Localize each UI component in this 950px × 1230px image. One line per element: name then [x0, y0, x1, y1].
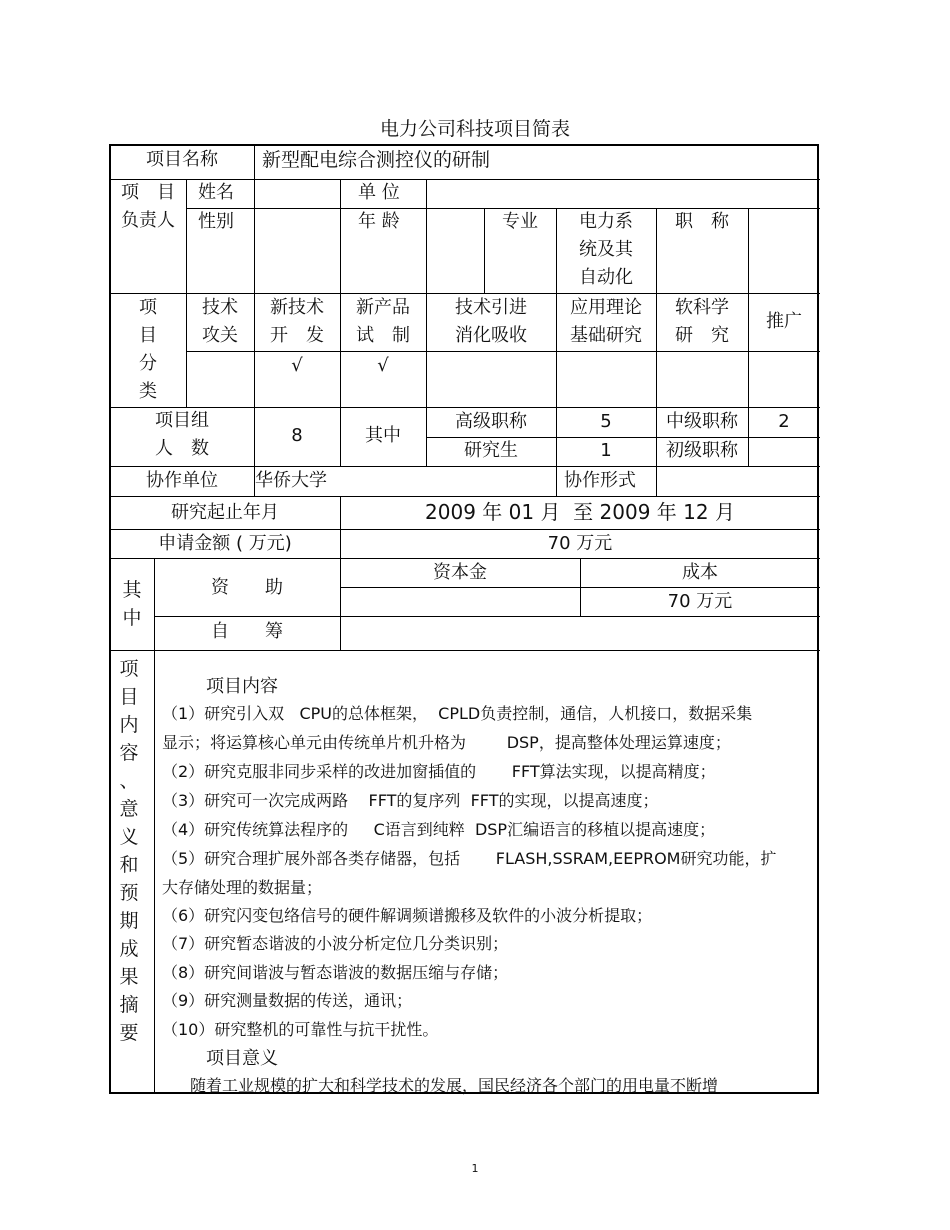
major-value-line2: 统及其 [579, 239, 633, 260]
amount-value: 70 万元 [547, 533, 613, 554]
funding-among-char: 其 [122, 579, 142, 601]
row-divider [110, 496, 820, 497]
cost-label: 成本 [682, 562, 718, 583]
category-applied-theory: 基础研究 [570, 325, 642, 346]
summary-side-char: 项 [119, 658, 139, 680]
category-tech-import: 技术引进 [455, 297, 527, 318]
summary-side-char: 义 [119, 826, 139, 848]
among-label: 其中 [365, 425, 401, 446]
category-label-char: 分 [139, 353, 157, 374]
mid-title-value: 2 [778, 411, 790, 432]
coop-form-label: 协作形式 [564, 470, 636, 491]
leader-label-line1: 项 目 [121, 182, 175, 203]
summary-side-char: 成 [119, 938, 139, 960]
category-new-product: 试 制 [356, 325, 410, 346]
coop-unit-label: 协作单位 [146, 470, 218, 491]
graduate-value: 1 [600, 440, 612, 461]
col-divider [254, 145, 255, 179]
content-line: （8）研究间谐波与暂态谐波的数据压缩与存储； [162, 963, 509, 982]
content-line: （3）研究可一次完成两路 FFT的复序列 FFT的实现，以提高速度； [162, 791, 659, 810]
content-line: （6）研究闪变包络信号的硬件解调频谱搬移及软件的小波分析提取； [162, 906, 653, 925]
category-label-char: 目 [139, 325, 157, 346]
capital-label: 资本金 [433, 562, 487, 583]
summary-side-char: 要 [119, 1022, 139, 1044]
senior-title-value: 5 [600, 411, 612, 432]
content-heading: 项目内容 [206, 676, 278, 697]
age-label: 年 龄 [358, 211, 400, 232]
project-name-label: 项目名称 [146, 149, 218, 170]
category-soft-science: 研 究 [675, 325, 729, 346]
summary-side-char: 内 [119, 714, 139, 736]
summary-side-char: 预 [119, 882, 139, 904]
category-soft-science: 软科学 [675, 297, 729, 318]
content-line: （2）研究克服非同步采样的改进加窗插值的 FFT算法实现，以提高精度； [162, 762, 716, 781]
meaning-heading: 项目意义 [206, 1048, 278, 1069]
senior-title-label: 高级职称 [455, 411, 527, 432]
coop-unit-value: 华侨大学 [255, 470, 327, 491]
summary-side-char: 、 [119, 770, 139, 792]
summary-side-char: 和 [119, 854, 139, 876]
content-line: （1）研究引入双 CPU的总体框架， CPLD负责控制，通信，人机接口，数据采集 [162, 704, 753, 723]
category-new-product: 新产品 [356, 297, 410, 318]
category-tech-tackling: 攻关 [202, 325, 238, 346]
category-applied-theory: 应用理论 [570, 297, 642, 318]
period-label: 研究起止年月 [171, 502, 279, 523]
content-line: （7）研究暂态谐波的小波分析定位几分类识别； [162, 934, 509, 953]
category-new-tech: 开 发 [270, 325, 324, 346]
cost-value: 70 万元 [667, 591, 733, 612]
summary-side-char: 果 [119, 966, 139, 988]
team-size-value: 8 [291, 425, 303, 446]
col-divider [426, 179, 427, 407]
graduate-label: 研究生 [464, 440, 518, 461]
project-name-value: 新型配电综合测控仪的研制 [262, 149, 491, 171]
major-value-line1: 电力系 [579, 211, 633, 232]
mid-title-label: 中级职称 [666, 411, 738, 432]
category-label-char: 项 [139, 297, 157, 318]
summary-side-char: 摘 [119, 994, 139, 1016]
content-line: 大存储处理的数据量； [162, 878, 323, 897]
content-line: （10）研究整机的可靠性与抗干扰性。 [162, 1020, 439, 1039]
category-promotion: 推广 [766, 311, 802, 332]
check-mark: √ [291, 355, 303, 376]
category-label-char: 类 [139, 381, 157, 402]
summary-side-char: 目 [119, 686, 139, 708]
unit-label: 单 位 [358, 182, 400, 203]
category-tech-import: 消化吸收 [455, 325, 527, 346]
period-value: 2009 年 01 月 至 2009 年 12 月 [425, 500, 735, 524]
row-divider [110, 650, 820, 651]
gender-label: 性别 [198, 211, 234, 232]
title-label: 职 称 [675, 211, 729, 232]
amount-label: 申请金额 ( 万元) [158, 533, 292, 554]
document-title: 电力公司科技项目简表 [379, 118, 570, 140]
team-size-label: 项目组 [155, 410, 209, 431]
page-number: 1 [471, 1162, 479, 1175]
subsidy-label: 资 助 [211, 577, 283, 598]
self-raised-label: 自 筹 [211, 621, 283, 642]
content-line: （9）研究测量数据的传送，通讯； [162, 991, 413, 1010]
leader-label-line2: 负责人 [121, 210, 175, 231]
summary-side-char: 容 [119, 742, 139, 764]
col-divider [186, 179, 187, 407]
summary-side-char: 期 [119, 910, 139, 932]
major-label: 专业 [502, 211, 538, 232]
name-label: 姓名 [198, 182, 234, 203]
col-divider [656, 466, 657, 496]
row-divider [154, 616, 820, 617]
summary-side-char: 意 [119, 798, 139, 820]
meaning-line: 随着工业规模的扩大和科学技术的发展，国民经济各个部门的用电量不断增 [190, 1076, 719, 1095]
category-tech-tackling: 技术 [202, 297, 238, 318]
check-mark: √ [377, 355, 389, 376]
junior-title-label: 初级职称 [666, 440, 738, 461]
content-line: （5）研究合理扩展外部各类存储器，包括 FLASH,SSRAM,EEPROM研究功能，扩 [162, 849, 777, 868]
category-new-tech: 新技术 [270, 297, 324, 318]
content-line: 显示；将运算核心单元由传统单片机升格为 DSP，提高整体处理运算速度； [162, 733, 731, 752]
content-line: （4）研究传统算法程序的 C语言到纯粹 DSP汇编语言的移植以提高速度； [162, 820, 716, 839]
team-size-label: 人 数 [155, 438, 209, 459]
funding-among-char: 中 [122, 607, 142, 629]
col-divider [556, 466, 557, 496]
major-value-line3: 自动化 [579, 267, 633, 288]
